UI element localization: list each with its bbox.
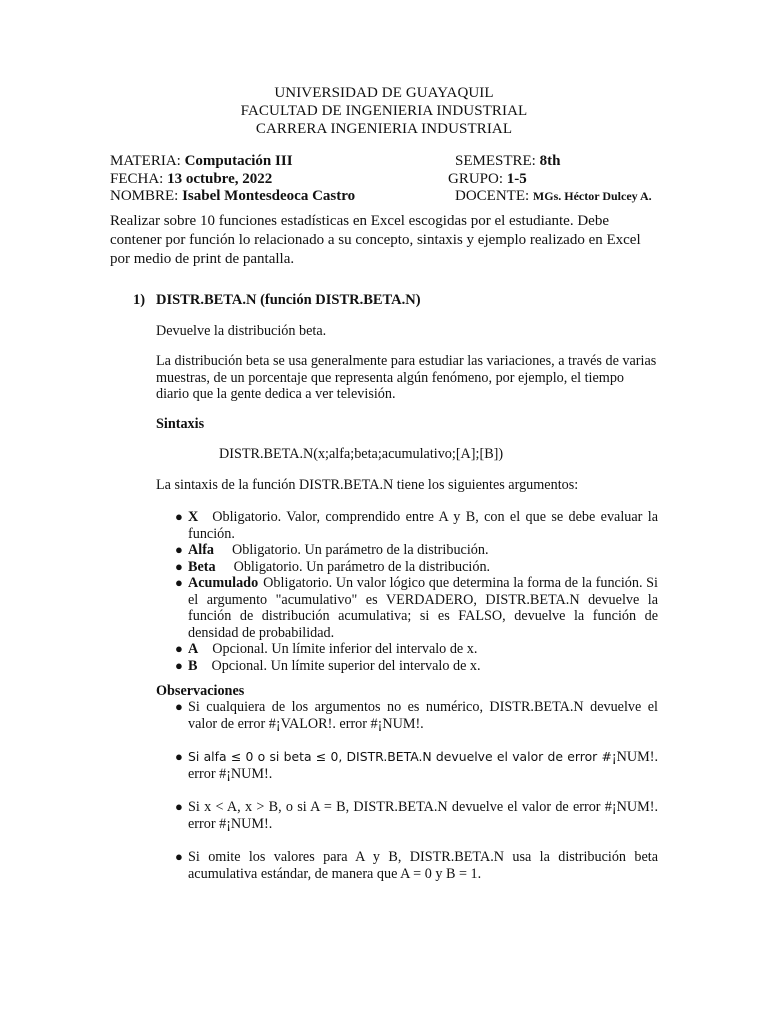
meta-row-fecha bbox=[110, 170, 670, 188]
document-metadata bbox=[110, 152, 670, 205]
list-item bbox=[156, 699, 658, 732]
argument-term: B bbox=[188, 657, 198, 674]
argument-term: Beta bbox=[188, 558, 216, 575]
meta-row-nombre bbox=[110, 187, 670, 205]
observation-text: Si cualquiera de los argumentos no es numérico, DISTR.BETA.N devuelve el valor de error #¡VALOR!. error #¡NUM!. bbox=[188, 699, 658, 732]
bullet-icon: ● bbox=[175, 749, 183, 764]
observations-heading: Observaciones bbox=[156, 683, 245, 699]
syntax-formula: DISTR.BETA.N(x;alfa;beta;acumulativo;[A];[B]) bbox=[219, 446, 504, 462]
bullet-icon: ● bbox=[175, 509, 183, 524]
fecha-value: 13 octubre, 2022 bbox=[167, 170, 273, 187]
argument-desc: Obligatorio. Valor, comprendido entre A y B, con el que se debe evaluar la función. bbox=[188, 509, 658, 542]
bullet-icon: ● bbox=[175, 542, 183, 557]
argument-term: Alfa bbox=[188, 542, 215, 558]
list-item bbox=[156, 641, 658, 658]
docente-label: DOCENTE: bbox=[455, 188, 533, 204]
arguments-list bbox=[156, 509, 658, 674]
grupo-value: 1-5 bbox=[506, 170, 527, 187]
long-description: La distribución beta se usa generalmente para estudiar las variaciones, a través de varias muestras, de un porcentaje que representa algún fenómeno, por ejemplo, el tiempo diario que la gente dedica a ver televisión. bbox=[156, 353, 657, 402]
bullet-icon: ● bbox=[175, 849, 183, 864]
bullet-icon: ● bbox=[175, 558, 183, 574]
argument-desc: Obligatorio. Un valor lógico que determina la forma de la función. Si el argumento "acumulativo" es VERDADERO, DISTR.BETA.N devuelve la función de distribución acumulativa; si es FALSO, devuelve la función de densidad de probabilidad. bbox=[188, 575, 658, 641]
observation-text: Si alfa ≤ 0 o si beta ≤ 0, DISTR.BETA.N devuelve el valor de error # bbox=[188, 749, 612, 764]
argument-term: X bbox=[188, 509, 199, 525]
observation-text-cont: ¡NUM!. error #¡NUM!. bbox=[188, 749, 658, 782]
syntax-heading: Sintaxis bbox=[156, 416, 205, 432]
fecha-label: FECHA: bbox=[110, 170, 168, 187]
nombre-label: NOMBRE: bbox=[110, 188, 183, 204]
observation-text: Si omite los valores para A y B, DISTR.BETA.N usa la distribución beta acumulativa estándar, de manera que A = 0 y B = 1. bbox=[188, 849, 658, 882]
argument-term: Acumulado bbox=[188, 575, 259, 591]
list-item bbox=[156, 542, 658, 559]
list-item bbox=[156, 658, 658, 675]
section-heading bbox=[133, 292, 421, 309]
argument-desc: Opcional. Un límite superior del intervalo de x. bbox=[211, 657, 481, 674]
semestre-value: 8th bbox=[539, 153, 561, 169]
short-description: Devuelve la distribución beta. bbox=[156, 323, 327, 339]
assignment-instructions: Realizar sobre 10 funciones estadísticas en Excel escogidas por el estudiante. Debe contener por función lo relacionado a su concepto, sintaxis y ejemplo realizado en Excel por medio de print de pantalla. bbox=[110, 213, 641, 267]
argument-desc: Obligatorio. Un parámetro de la distribución. bbox=[233, 558, 491, 575]
bullet-icon: ● bbox=[175, 575, 183, 590]
observations-list bbox=[156, 699, 658, 882]
university-name: UNIVERSIDAD DE GUAYAQUIL bbox=[274, 85, 494, 101]
bullet-icon: ● bbox=[175, 641, 183, 656]
list-item bbox=[156, 749, 658, 782]
nombre-value: Isabel Montesdeoca Castro bbox=[182, 188, 356, 204]
faculty-name: FACULTAD DE INGENIERIA INDUSTRIAL bbox=[240, 103, 528, 119]
semestre-label: SEMESTRE: bbox=[455, 153, 540, 169]
list-item bbox=[156, 799, 658, 832]
argument-desc: Obligatorio. Un parámetro de la distribución. bbox=[232, 542, 489, 558]
docente-value: MGs. Héctor Dulcey A. bbox=[532, 189, 652, 203]
bullet-icon: ● bbox=[175, 657, 183, 673]
meta-row-materia bbox=[110, 152, 670, 170]
list-item bbox=[156, 575, 658, 641]
career-name: CARRERA INGENIERIA INDUSTRIAL bbox=[255, 121, 513, 137]
section-title: DISTR.BETA.N (función DISTR.BETA.N) bbox=[156, 292, 421, 308]
materia-label: MATERIA: bbox=[110, 153, 185, 169]
arguments-intro: La sintaxis de la función DISTR.BETA.N tiene los siguientes argumentos: bbox=[156, 477, 579, 493]
argument-desc: Opcional. Un límite inferior del intervalo de x. bbox=[212, 641, 478, 657]
document-header bbox=[0, 84, 768, 138]
bullet-icon: ● bbox=[175, 799, 183, 814]
observation-text: Si x < A, x > B, o si A = B, DISTR.BETA.N devuelve el valor de error #¡NUM!. error #¡NUM!. bbox=[188, 799, 658, 832]
bullet-icon: ● bbox=[175, 699, 183, 714]
list-item bbox=[156, 509, 658, 542]
list-item bbox=[156, 849, 658, 882]
grupo-label: GRUPO: bbox=[448, 170, 507, 187]
list-item bbox=[156, 559, 658, 576]
materia-value: Computación III bbox=[184, 153, 293, 169]
section-number: 1) bbox=[133, 292, 146, 308]
argument-term: A bbox=[188, 641, 199, 657]
